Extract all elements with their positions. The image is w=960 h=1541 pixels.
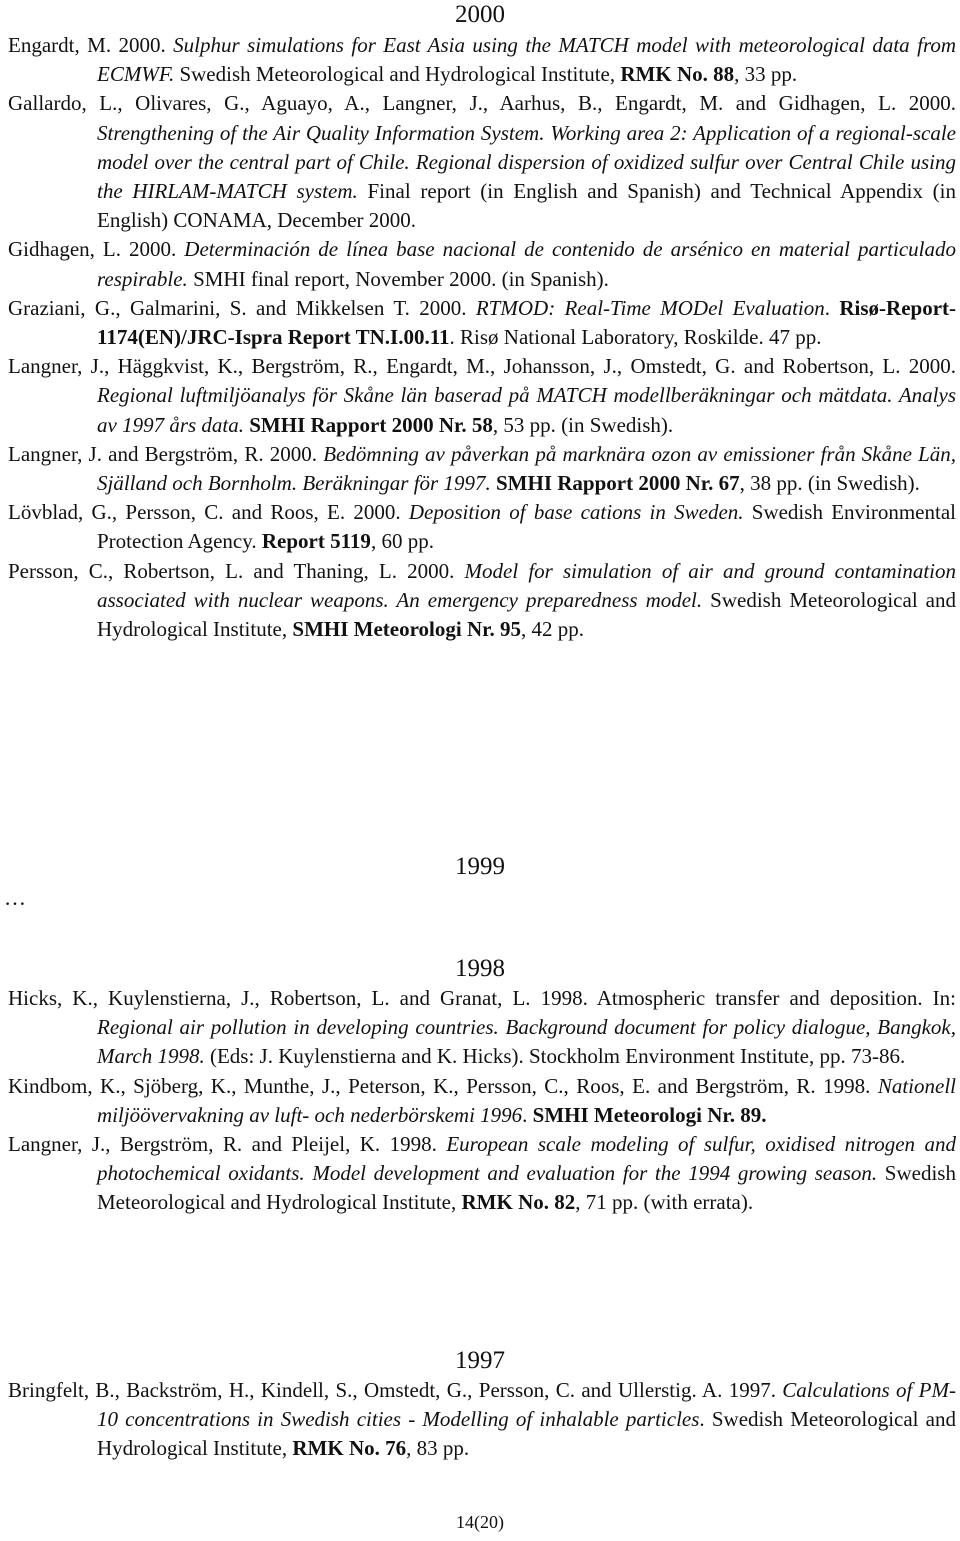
reference-text: Gallardo, L., Olivares, G., Aguayo, A., Langner, J., Aarhus, B., Engardt, M. and Gidhagen, L. 2000. bbox=[8, 91, 956, 116]
reference-entry bbox=[4, 984, 956, 1072]
reference-title: Sulphur simulations for East Asia using the MATCH model with meteorological data from ECMWF. bbox=[97, 33, 956, 87]
reference-text: , 60 pp. bbox=[370, 529, 434, 554]
reference-text: Swedish Meteorological and Hydrological Institute, bbox=[97, 587, 956, 642]
reference-text: , 38 pp. (in Swedish). bbox=[739, 471, 920, 496]
page-number: 14(20) bbox=[456, 1512, 504, 1532]
reference-entry bbox=[4, 1130, 956, 1218]
reference-text: Gidhagen, L. 2000. bbox=[8, 237, 185, 262]
reference-series: RMK No. 82 bbox=[461, 1190, 576, 1215]
reference-title: Regional air pollution in developing countries. Background document for policy dialogue, Bangkok, March 1998. bbox=[97, 1015, 956, 1069]
reference-title: Bedömning av påverkan på marknära ozon av emissioner från Skåne Län, Själland och Bornholm. Beräkningar för 1997. bbox=[97, 441, 956, 496]
reference-entry bbox=[4, 557, 956, 645]
reference-title: Determinación de línea base nacional de contenido de arsénico en material particulado respirable. bbox=[97, 237, 956, 291]
reference-list-2000 bbox=[0, 31, 960, 644]
reference-title: RTMOD: Real-Time MODel Evaluation bbox=[475, 295, 825, 320]
reference-text: Hicks, K., Kuylenstierna, J., Robertson, L. and Granat, L. 1998. Atmospheric transfer and deposition. In: bbox=[8, 986, 956, 1010]
reference-text: Kindbom, K., Sjöberg, K., Munthe, J., Peterson, K., Persson, C., Roos, E. and Bergström, R. 1998. bbox=[8, 1073, 878, 1098]
reference-series: Report 5119 bbox=[261, 529, 371, 554]
reference-list-1998 bbox=[0, 984, 960, 1218]
reference-text: , 83 pp. bbox=[406, 1436, 470, 1461]
reference-text: , 71 pp. (with errata). bbox=[575, 1190, 754, 1215]
reference-entry bbox=[4, 294, 956, 352]
ellipsis-text: … bbox=[4, 885, 26, 910]
reference-text: Swedish Meteorological and Hydrological Institute, bbox=[174, 62, 621, 87]
reference-entry bbox=[4, 31, 956, 89]
reference-text: , 53 pp. (in Swedish). bbox=[492, 412, 674, 437]
reference-entry bbox=[4, 89, 956, 235]
reference-title: Regional luftmiljöanalys för Skåne län baserad på MATCH modellberäkningar och mätdata. Analys av 1997 års data. bbox=[97, 383, 956, 437]
reference-title: Deposition of base cations in Sweden. bbox=[408, 500, 744, 525]
reference-text: Langner, J., Bergström, R. and Pleijel, K. 1998. bbox=[8, 1132, 447, 1157]
reference-series: RMK No. 88 bbox=[620, 62, 735, 87]
reference-text: , 33 pp. bbox=[734, 62, 798, 87]
reference-text: Swedish Meteorological and Hydrological Institute, bbox=[97, 1161, 956, 1215]
reference-text: (Eds: J. Kuylenstierna and K. Hicks). Stockholm Environment Institute, pp. 73-86. bbox=[204, 1044, 906, 1069]
reference-title: Model for simulation of air and ground contamination associated with nuclear weapons. An emergency preparedness model. bbox=[97, 558, 956, 612]
reference-series: SMHI Meteorologi Nr. 95 bbox=[292, 617, 522, 642]
reference-text: . Swedish Meteorological and Hydrological Institute, bbox=[97, 1407, 957, 1461]
reference-text: Lövblad, G., Persson, C. and Roos, E. 2000. bbox=[8, 500, 409, 525]
reference-text: Graziani, G., Galmarini, S. and Mikkelsen T. 2000. bbox=[8, 295, 476, 320]
reference-text: . bbox=[522, 1102, 533, 1127]
reference-text: Langner, J., Häggkvist, K., Bergström, R., Engardt, M., Johansson, J., Omstedt, G. and Robertson, L. 2000. bbox=[8, 354, 956, 379]
reference-text: SMHI final report, November 2000. (in Spanish). bbox=[187, 266, 609, 291]
reference-entry bbox=[4, 1072, 956, 1130]
reference-text: . bbox=[824, 295, 840, 320]
reference-title: European scale modeling of sulfur, oxidised nitrogen and photochemical oxidants. Model development and evaluation for the 1994 growing season. bbox=[97, 1132, 956, 1186]
reference-entry bbox=[4, 235, 956, 293]
reference-entry bbox=[4, 440, 956, 498]
reference-title: Strengthening of the Air Quality Information System. Working area 2: Application of a regional-scale model over the central part of Chile. Regional dispersion of oxidized sulfur over Central Chile using the HIRLAM-MATCH system. bbox=[97, 120, 956, 204]
reference-text: Engardt, M. 2000. bbox=[8, 33, 174, 57]
reference-title: Nationell miljöövervakning av luft- och nederbörskemi 1996 bbox=[97, 1073, 956, 1127]
reference-series: RMK No. 76 bbox=[292, 1436, 407, 1461]
reference-series: SMHI Rapport 2000 Nr. 58 bbox=[249, 412, 493, 437]
reference-series: Risø-Report-1174(EN)/JRC-Ispra Report TN.I.00.11 bbox=[97, 295, 957, 350]
reference-entry bbox=[4, 352, 956, 440]
reference-title: Calculations of PM-10 concentrations in Swedish cities - Modelling of inhalable particles bbox=[97, 1378, 956, 1432]
reference-entry bbox=[4, 498, 956, 556]
reference-list-1997 bbox=[0, 1376, 960, 1464]
reference-text: Persson, C., Robertson, L. and Thaning, L. 2000. bbox=[8, 558, 465, 583]
reference-series: SMHI Meteorologi Nr. 89. bbox=[532, 1102, 767, 1127]
reference-series: SMHI Rapport 2000 Nr. 67 bbox=[495, 471, 740, 496]
reference-text: Swedish Environmental Protection Agency. bbox=[97, 500, 956, 554]
reference-text: Bringfelt, B., Backström, H., Kindell, S., Omstedt, G., Persson, C. and Ullerstig. A. 1997. bbox=[8, 1378, 783, 1402]
reference-text: . Risø National Laboratory, Roskilde. 47 pp. bbox=[449, 325, 822, 350]
reference-entry bbox=[4, 1376, 956, 1464]
reference-text: Langner, J. and Bergström, R. 2000. bbox=[8, 441, 324, 466]
reference-text: , 42 pp. bbox=[521, 617, 585, 642]
year-heading-1998: 1998 bbox=[455, 955, 505, 982]
reference-text: Final report (in English and Spanish) and Technical Appendix (in English) CONAMA, December 2000. bbox=[97, 179, 957, 233]
year-heading-1999: 1999 bbox=[455, 853, 505, 880]
year-heading-1997: 1997 bbox=[455, 1347, 505, 1374]
year-heading-2000: 2000 bbox=[455, 1, 505, 28]
